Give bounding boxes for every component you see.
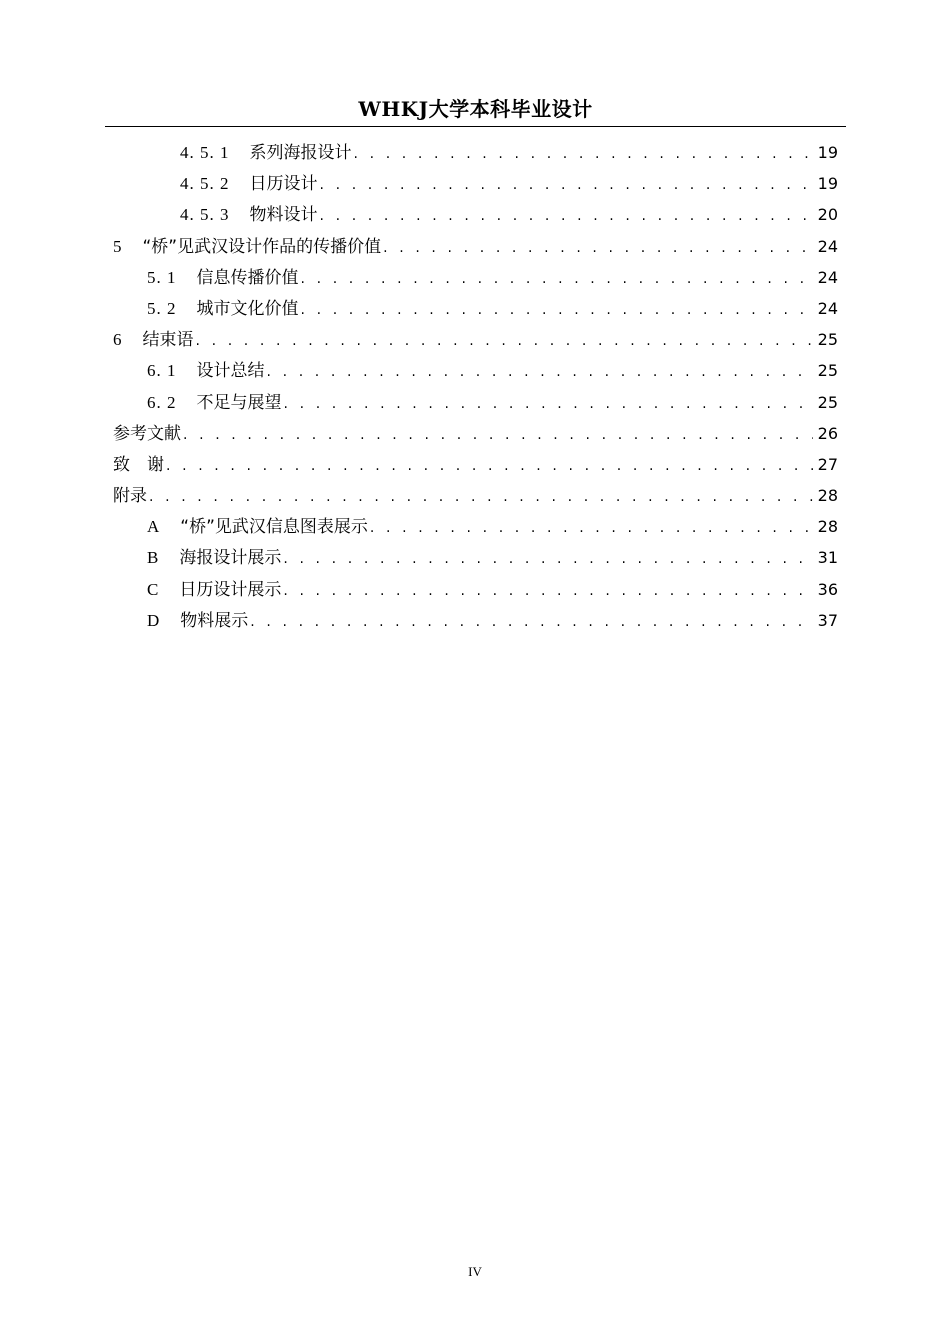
toc-leader-dots [370, 513, 813, 544]
toc-entry-title: 设计总结 [196, 361, 265, 382]
toc-entry-number: A [147, 517, 161, 537]
toc-entry-number: C [147, 579, 160, 599]
toc-leader-dots [320, 170, 814, 201]
toc-entry-page: 24 [817, 298, 838, 318]
toc-entry-number: 4. 5. 1 [180, 143, 230, 162]
toc-entry-page: 27 [817, 454, 838, 474]
toc-entry-number: 6. 2 [147, 392, 177, 412]
toc-entry[interactable] [113, 605, 838, 636]
toc-entry-title: 日历设计 [249, 174, 318, 195]
toc-leader-dots [196, 326, 814, 357]
toc-entry-title: 致 谢 [113, 454, 164, 475]
toc-entry-number: D [147, 610, 161, 630]
toc-entry-number: 4. 5. 2 [180, 174, 230, 194]
toc-leader-dots [166, 451, 813, 482]
toc-entry[interactable] [113, 542, 838, 573]
toc-entry-number: 5 [113, 236, 123, 256]
table-of-contents [113, 137, 838, 636]
toc-leader-dots [320, 201, 814, 232]
toc-entry-number: 6. 1 [147, 361, 177, 381]
toc-entry[interactable] [113, 480, 838, 511]
toc-entry-title: “桥”见武汉信息图表展示 [180, 517, 368, 538]
toc-entry-page: 26 [817, 423, 838, 443]
toc-entry-title: 海报设计展示 [179, 548, 282, 569]
toc-entry-number: 5. 2 [147, 298, 177, 318]
toc-entry[interactable] [113, 511, 838, 542]
toc-entry-page: 19 [817, 143, 838, 162]
toc-entry-title: 系列海报设计 [249, 143, 352, 163]
toc-entry-title: 城市文化价值 [196, 298, 299, 319]
toc-entry-page: 20 [817, 205, 838, 225]
toc-leader-dots [354, 139, 814, 170]
toc-entry-title: 日历设计展示 [179, 579, 282, 600]
toc-entry-page: 24 [817, 267, 838, 287]
toc-entry[interactable] [113, 418, 838, 449]
toc-entry[interactable] [113, 574, 838, 605]
toc-entry-page: 25 [817, 330, 838, 350]
toc-entry-page: 25 [817, 392, 838, 412]
toc-entry-title: 物料设计 [249, 205, 318, 226]
toc-entry-number: B [147, 548, 160, 568]
toc-entry[interactable] [113, 231, 838, 262]
toc-entry-number: 4. 5. 3 [180, 205, 230, 225]
toc-entry-title: 参考文献 [113, 423, 181, 444]
toc-entry-page: 24 [817, 236, 838, 256]
toc-leader-dots [149, 482, 813, 513]
toc-entry-number: 6 [113, 330, 123, 350]
toc-leader-dots [250, 607, 813, 638]
toc-leader-dots [383, 233, 813, 264]
toc-leader-dots [301, 295, 814, 326]
toc-entry-page: 28 [817, 486, 838, 506]
toc-leader-dots [284, 389, 814, 420]
toc-leader-dots [283, 544, 813, 575]
toc-entry-title: 结束语 [142, 330, 194, 351]
toc-entry-page: 37 [817, 610, 838, 630]
toc-leader-dots [283, 576, 813, 607]
toc-entry[interactable] [113, 199, 838, 230]
toc-leader-dots [267, 357, 814, 388]
toc-entry[interactable] [113, 262, 838, 293]
toc-entry[interactable] [113, 293, 838, 324]
toc-entry-page: 36 [817, 579, 838, 599]
toc-entry[interactable] [113, 324, 838, 355]
toc-entry[interactable] [113, 137, 838, 168]
page-header [105, 94, 846, 127]
toc-entry-number: 5. 1 [147, 267, 177, 287]
toc-entry-page: 28 [817, 517, 838, 537]
toc-entry-page: 19 [817, 174, 838, 194]
toc-leader-dots [183, 420, 813, 451]
toc-entry-title: 附录 [113, 486, 147, 507]
toc-entry[interactable] [113, 449, 838, 480]
toc-entry[interactable] [113, 168, 838, 199]
page-number: IV [468, 1264, 482, 1279]
toc-entry[interactable] [113, 387, 838, 418]
toc-entry-title: 信息传播价值 [196, 267, 299, 288]
toc-entry-page: 25 [817, 361, 838, 381]
toc-entry-title: 不足与展望 [196, 392, 282, 413]
toc-entry-page: 31 [817, 548, 838, 568]
toc-entry[interactable] [113, 355, 838, 386]
toc-leader-dots [301, 264, 814, 295]
toc-entry-title: 物料展示 [180, 610, 249, 631]
toc-entry-title: “桥”见武汉设计作品的传播价值 [142, 236, 382, 257]
header-title: WHKJ大学本科毕业设计 [358, 97, 593, 121]
